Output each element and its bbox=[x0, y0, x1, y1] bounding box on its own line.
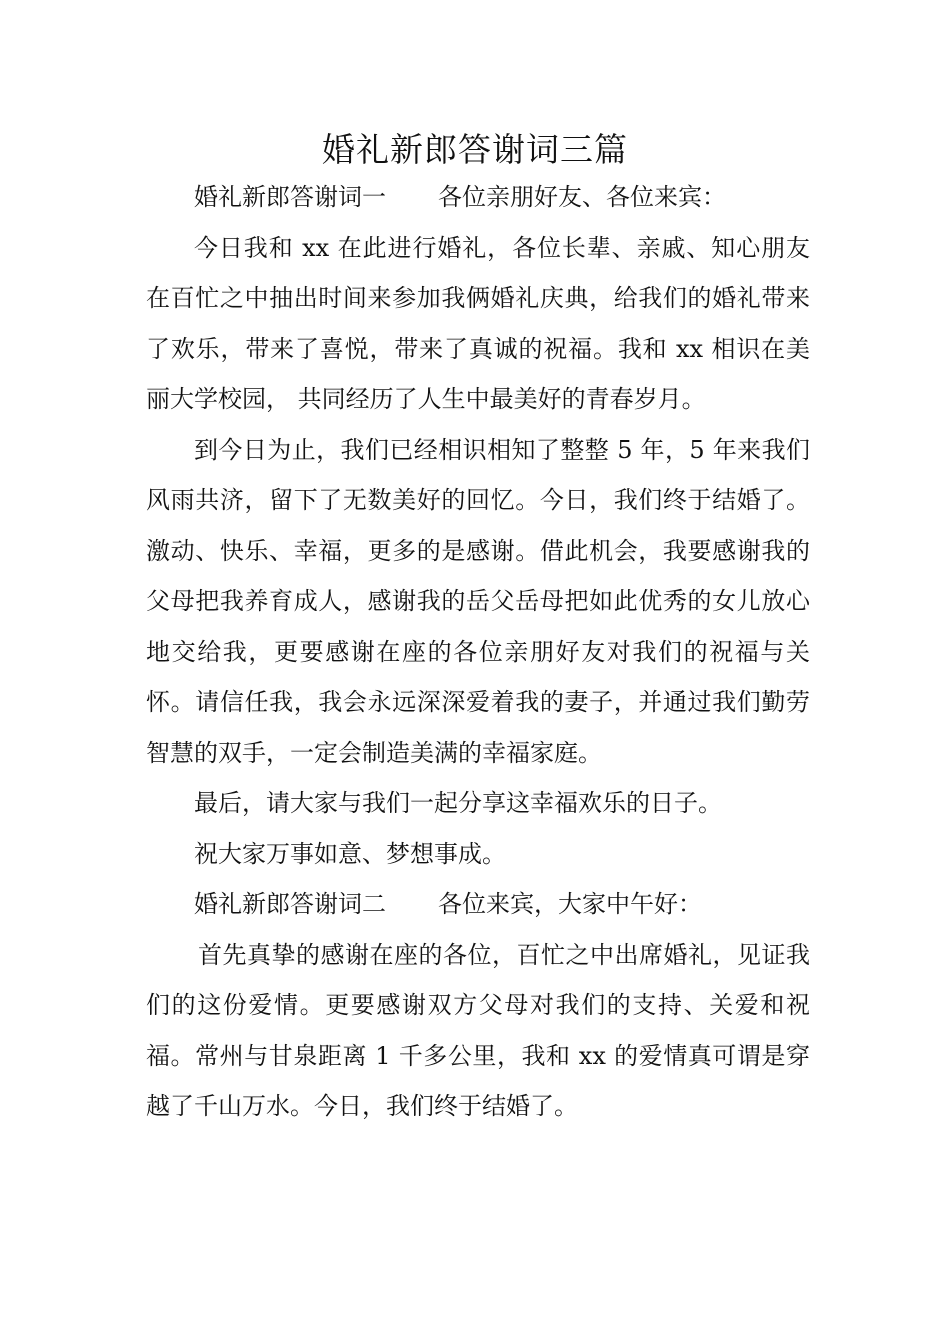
section1-paragraph-3: 最后，请大家与我们一起分享这幸福欢乐的日子。 bbox=[194, 789, 722, 817]
document-body bbox=[146, 172, 810, 1132]
section1-paragraph-4: 祝大家万事如意、梦想事成。 bbox=[194, 839, 506, 868]
section2-heading-line bbox=[146, 879, 810, 930]
section1-paragraph-2: 到今日为止，我们已经相识相知了整整 5 年，5 年来我们风雨共济，留下了无数美好的回忆。今日，我们终于结婚了。激动、快乐、幸福，更多的是感谢。借此机会，我要感谢我的父母把我养育成人，感谢我的岳父岳母把如此优秀的女儿放心地交给我，更要感谢在座的各位亲朋好友对我们的祝福与关怀。请信任我，我会永远深深爱着我的妻子，并通过我们勤劳智慧的双手，一定会制造美满的幸福家庭。 bbox=[146, 435, 810, 767]
section1-heading: 婚礼新郎答谢词一 bbox=[194, 183, 386, 211]
section1-heading-line bbox=[146, 172, 810, 223]
section1-paragraph-1: 今日我和 xx 在此进行婚礼，各位长辈、亲戚、知心朋友在百忙之中抽出时间来参加我俩婚礼庆典，给我们的婚礼带来了欢乐，带来了喜悦，带来了真诚的祝福。我和 xx 相识在美丽大学校园， 共同经历了人生中最美好的青春岁月。 bbox=[146, 233, 810, 413]
section2-greeting: 各位来宾，大家中午好： bbox=[438, 890, 702, 918]
section2-paragraph-1: 首先真挚的感谢在座的各位，百忙之中出席婚礼，见证我们的这份爱情。更要感谢双方父母对我们的支持、关爱和祝福。常州与甘泉距离 1 千多公里，我和 xx 的爱情真可谓是穿越了千山万水。今日，我们终于结婚了。 bbox=[146, 940, 810, 1120]
section1-greeting: 各位亲朋好友、各位来宾： bbox=[438, 183, 726, 211]
document-title: 婚礼新郎答谢词三篇 bbox=[322, 130, 628, 169]
section2-heading: 婚礼新郎答谢词二 bbox=[194, 890, 386, 918]
